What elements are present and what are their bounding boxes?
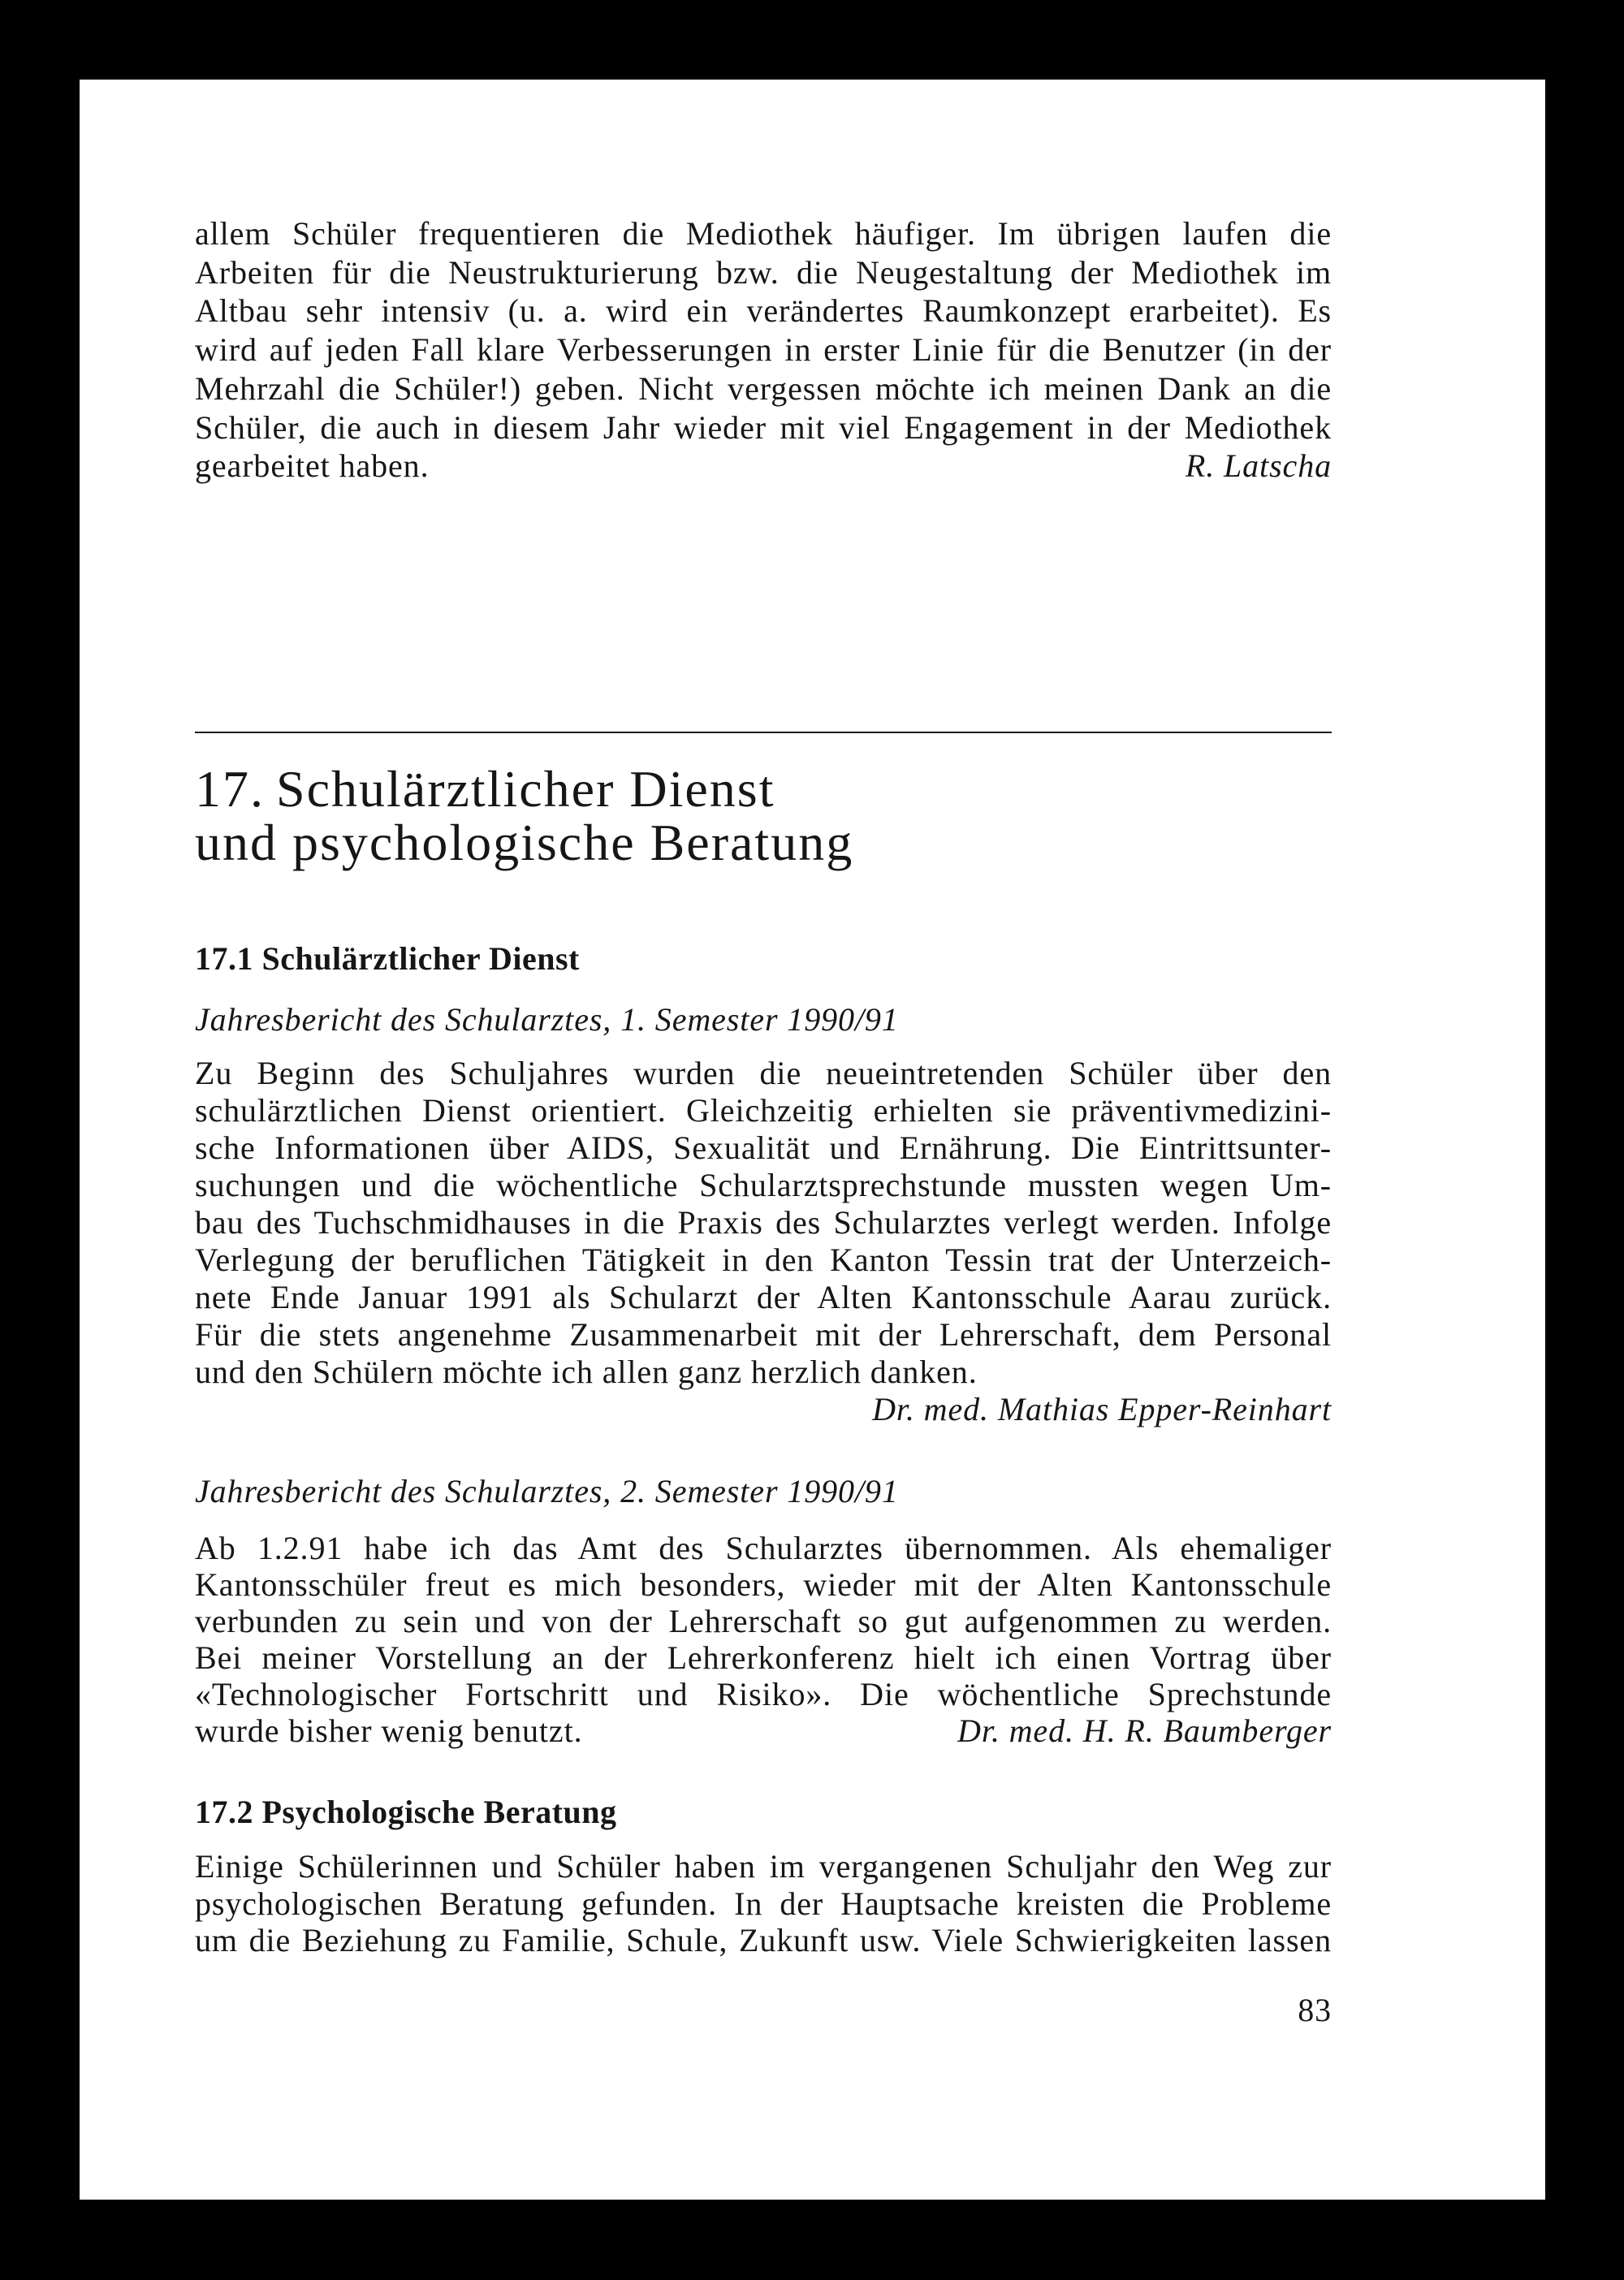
body-text-line: nete Ende Januar 1991 als Schularzt der Alten Kantonsschule Aarau zurück. bbox=[195, 1279, 1332, 1315]
author-signature: Dr. med. H. R. Baumberger bbox=[957, 1712, 1332, 1750]
body-text-line: Mehrzahl die Schüler!) geben. Nicht vergessen möchte ich meinen Dank an die bbox=[195, 369, 1332, 407]
body-text-line: allem Schüler frequentieren die Mediothek häufiger. Im übrigen laufen die bbox=[195, 215, 1332, 252]
chapter-heading bbox=[195, 762, 1332, 870]
page-number: 83 bbox=[1298, 1992, 1332, 2028]
body-text-line: Arbeiten für die Neustrukturierung bzw. die Neugestaltung der Mediothek im bbox=[195, 253, 1332, 291]
closing-line bbox=[195, 447, 1332, 486]
closing-line bbox=[195, 1712, 1332, 1749]
body-text-line: Kantonsschüler freut es mich besonders, wieder mit der Alten Kantonsschule bbox=[195, 1566, 1332, 1604]
body-text-line: Schüler, die auch in diesem Jahr wieder mit viel Engagement in der Mediothek bbox=[195, 408, 1332, 446]
section-heading: 17.1 Schulärztlicher Dienst bbox=[195, 940, 580, 977]
body-text-line: psychologischen Beratung gefunden. In der Hauptsache kreisten die Probleme bbox=[195, 1885, 1332, 1922]
intro-paragraph bbox=[195, 214, 1332, 486]
body-text-line: Verlegung der beruflichen Tätigkeit in den Kanton Tessin trat der Unterzeich- bbox=[195, 1241, 1332, 1278]
body-text-line: «Technologischer Fortschritt und Risiko». Die wöchentliche Sprechstunde bbox=[195, 1676, 1332, 1713]
chapter-title-line: Schulärztlicher Dienst bbox=[276, 760, 775, 818]
section-paragraph bbox=[195, 1848, 1332, 1959]
body-text-line: Altbau sehr intensiv (u. a. wird ein verändertes Raumkonzept erarbeitet). Es bbox=[195, 292, 1332, 330]
body-text-line: um die Beziehung zu Familie, Schule, Zukunft usw. Viele Schwierigkeiten lassen bbox=[195, 1922, 1332, 1959]
body-text-line: wird auf jeden Fall klare Verbesserungen in erster Linie für die Benutzer (in der bbox=[195, 331, 1332, 369]
chapter-number: 17. bbox=[195, 760, 265, 818]
body-text-line: gearbeitet haben. bbox=[195, 447, 430, 485]
body-text-line: verbunden zu sein und von der Lehrerschaft so gut aufgenommen zu werden. bbox=[195, 1603, 1332, 1640]
author-signature: Dr. med. Mathias Epper-Reinhart bbox=[872, 1391, 1332, 1427]
chapter-divider-rule bbox=[195, 732, 1332, 733]
body-text-line: Ab 1.2.91 habe ich das Amt des Schularztes übernommen. Als ehemaliger bbox=[195, 1530, 1332, 1566]
report-paragraph bbox=[195, 1055, 1332, 1428]
body-text-line: bau des Tuchschmidhauses in die Praxis des Schularztes verlegt werden. Infolge bbox=[195, 1204, 1332, 1241]
body-text-line: Für die stets angenehme Zusammenarbeit mit der Lehrerschaft, dem Personal bbox=[195, 1316, 1332, 1353]
chapter-title-line: und psychologische Beratung bbox=[195, 814, 854, 871]
body-text-line: Bei meiner Vorstellung an der Lehrerkonferenz hielt ich einen Vortrag über bbox=[195, 1639, 1332, 1677]
body-text-line: und den Schülern möchte ich allen ganz herzlich danken. bbox=[195, 1354, 978, 1390]
body-text-line: Zu Beginn des Schuljahres wurden die neueintretenden Schüler über den bbox=[195, 1055, 1332, 1091]
chapter-heading-line bbox=[195, 762, 1332, 816]
body-text-line: sche Informationen über AIDS, Sexualität und Ernährung. Die Eintrittsunter- bbox=[195, 1129, 1332, 1166]
report-paragraph bbox=[195, 1530, 1332, 1750]
body-text-line: suchungen und die wöchentliche Schularztsprechstunde mussten wegen Um- bbox=[195, 1167, 1332, 1203]
page-sheet bbox=[80, 80, 1545, 2200]
report-title: Jahresbericht des Schularztes, 1. Semester 1990/91 bbox=[195, 1001, 899, 1038]
report-title: Jahresbericht des Schularztes, 2. Semester 1990/91 bbox=[195, 1473, 899, 1509]
body-text-line: schulärztlichen Dienst orientiert. Gleichzeitig erhielten sie präventivmedizini- bbox=[195, 1092, 1332, 1129]
body-text-line: wurde bisher wenig benutzt. bbox=[195, 1712, 583, 1750]
body-text-line: Einige Schülerinnen und Schüler haben im vergangenen Schuljahr den Weg zur bbox=[195, 1848, 1332, 1885]
section-heading: 17.2 Psychologische Beratung bbox=[195, 1794, 617, 1830]
author-signature: R. Latscha bbox=[1185, 447, 1332, 485]
